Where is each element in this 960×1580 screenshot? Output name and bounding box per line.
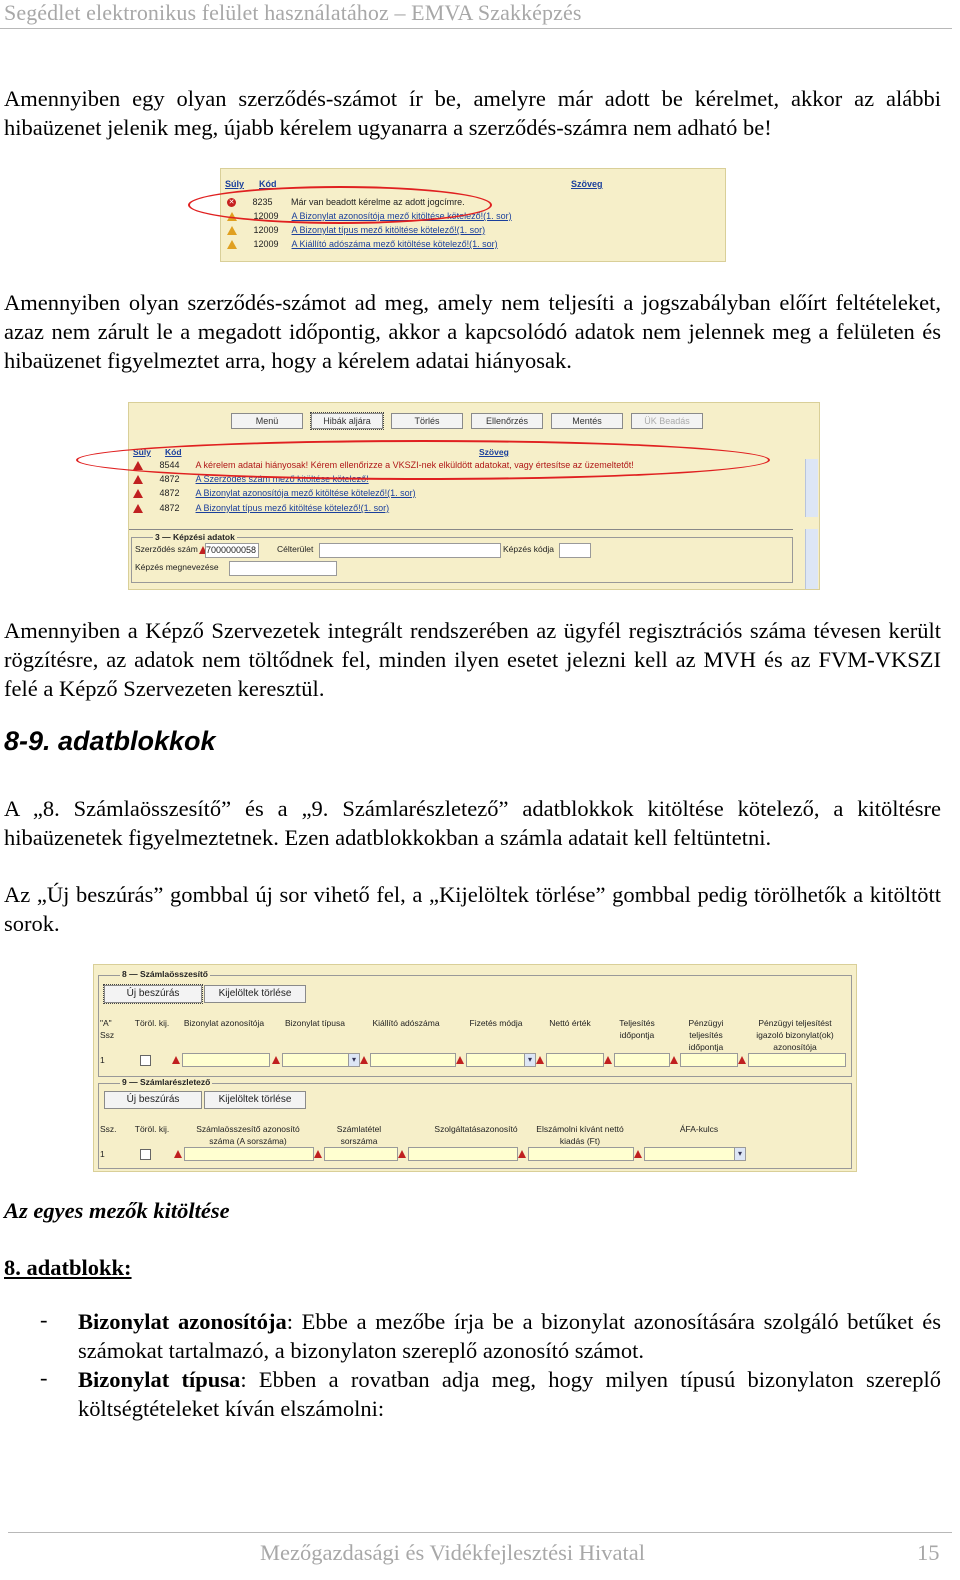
error-code: 4872 bbox=[159, 488, 180, 498]
net-value-input[interactable] bbox=[546, 1053, 604, 1067]
required-marker bbox=[314, 1150, 322, 1158]
required-marker bbox=[536, 1056, 544, 1064]
warning-icon bbox=[133, 504, 143, 513]
delete-button[interactable]: Törlés bbox=[391, 413, 463, 429]
col-suly: Súly bbox=[133, 447, 151, 457]
delete-selected-button[interactable]: Kijelöltek törlése bbox=[204, 1091, 306, 1109]
required-marker bbox=[172, 1056, 180, 1064]
error-text: A kérelem adatai hiányosak! Kérem ellenőrizze a VKSZI-nek elküldött adatokat, vagy értesítse az üzemeltetőt! bbox=[195, 460, 634, 470]
required-marker bbox=[738, 1056, 746, 1064]
col-szoveg: Szöveg bbox=[479, 447, 509, 457]
error-scrollbar[interactable] bbox=[805, 459, 818, 517]
col-header: "A" Ssz bbox=[100, 1018, 115, 1040]
required-marker bbox=[174, 1150, 182, 1158]
col-header: Töröl. kij. bbox=[134, 1018, 170, 1028]
footer-divider bbox=[8, 1532, 952, 1533]
section-heading: 8-9. adatblokkok bbox=[4, 726, 216, 756]
issuer-tax-input[interactable] bbox=[370, 1053, 456, 1067]
required-marker bbox=[670, 1056, 678, 1064]
delete-selected-button[interactable]: Kijelöltek törlése bbox=[204, 985, 306, 1003]
header-divider bbox=[0, 28, 952, 29]
divider bbox=[129, 529, 793, 530]
payment-proof-input[interactable] bbox=[748, 1053, 846, 1067]
required-marker bbox=[518, 1150, 526, 1158]
warning-icon bbox=[227, 240, 237, 249]
check-button[interactable]: Ellenőrzés bbox=[471, 413, 543, 429]
fieldset-legend: 8 — Számlaösszesítő bbox=[122, 969, 208, 979]
payment-method-select[interactable] bbox=[466, 1053, 536, 1067]
page-header: Segédlet elektronikus felület használatához – EMVA Szakképzés bbox=[4, 0, 582, 25]
chevron-down-icon[interactable]: ▾ bbox=[524, 1054, 535, 1066]
error-row bbox=[133, 486, 416, 500]
highlight-ellipse bbox=[188, 186, 492, 224]
bullet-text: : Ebben a rovatban adja meg, hogy milyen típusú bizonylaton szereplő költségtételeket kíván elszámolni: bbox=[78, 1367, 941, 1421]
paragraph-buttons: Az „Új beszúrás” gombbal új sor vihető fel, a „Kijelöltek törlése” gombbal pedig törölhetők a kitöltött sorok. bbox=[4, 882, 941, 936]
required-marker bbox=[604, 1056, 612, 1064]
highlight-ellipse bbox=[76, 440, 770, 480]
chevron-down-icon[interactable]: ▾ bbox=[348, 1054, 359, 1066]
fieldset-legend: 3 — Képzési adatok bbox=[155, 532, 235, 542]
col-szoveg: Szöveg bbox=[571, 179, 603, 189]
col-header: Bizonylat azonosítója bbox=[183, 1018, 265, 1028]
col-header: Számlaösszesítő azonosító száma (A sorszáma) bbox=[196, 1124, 300, 1146]
block-label: 8. adatblokk: bbox=[4, 1255, 132, 1280]
col-header: Pénzügyi teljesítés időpontja bbox=[688, 1018, 724, 1052]
bullet-item bbox=[78, 1307, 941, 1365]
required-marker bbox=[456, 1056, 464, 1064]
error-row bbox=[227, 223, 485, 237]
row-number: 1 bbox=[100, 1055, 105, 1065]
error-code: 12009 bbox=[253, 239, 279, 249]
new-row-button[interactable]: Új beszúrás bbox=[104, 985, 202, 1003]
document-type-select[interactable] bbox=[282, 1053, 360, 1067]
menu-button[interactable]: Menü bbox=[231, 413, 303, 429]
required-marker bbox=[360, 1056, 368, 1064]
error-icon: ✕ bbox=[228, 199, 235, 207]
error-code: 12009 bbox=[253, 211, 279, 221]
error-code: 8544 bbox=[159, 460, 180, 470]
row-number: 1 bbox=[100, 1149, 105, 1159]
col-header: Ssz. bbox=[100, 1124, 117, 1134]
warning-icon bbox=[133, 489, 143, 498]
page-number: 15 bbox=[917, 1540, 940, 1565]
error-link[interactable]: A Bizonylat típus mező kitöltése kötelező!(1. sor) bbox=[195, 503, 390, 513]
bullet-term: Bizonylat típusa bbox=[78, 1367, 241, 1392]
bullet-text: : Ebbe a mezőbe írja be a bizonylat azonosítására szolgáló betűket és számokat tartalmazó, a bizonylaton szereplő azonosító számot. bbox=[78, 1309, 941, 1363]
item-number-input[interactable] bbox=[324, 1147, 398, 1161]
error-link[interactable]: A Bizonylat azonosítója mező kitöltése kötelező!(1. sor) bbox=[195, 488, 416, 498]
col-header: Töröl. kij. bbox=[134, 1124, 170, 1134]
error-row bbox=[133, 501, 389, 515]
summary-id-input[interactable] bbox=[184, 1147, 314, 1161]
paragraph-incomplete-data: Amennyiben olyan szerződés-számot ad meg, amely nem teljesíti a jogszabályban előírt feltételeket, azaz nem zárult le a megadott időpontig, akkor a kapcsolódó adatok nem jelennek meg a felületen és hibaüzenet figyelmeztet arra, hogy a kérelem adatai hiányosak. bbox=[4, 290, 941, 373]
col-header: Fizetés módja bbox=[469, 1018, 523, 1028]
col-header: Pénzügyi teljesítést igazoló bizonylat(ok) azonosítója bbox=[756, 1018, 834, 1052]
error-link[interactable]: A Bizonylat azonosítója mező kitöltése kötelező!(1. sor) bbox=[291, 211, 512, 221]
error-link[interactable]: A Kiállító adószáma mező kitöltése kötelező!(1. sor) bbox=[291, 239, 498, 249]
col-header: ÁFA-kulcs bbox=[679, 1124, 719, 1134]
training-code-input[interactable] bbox=[559, 543, 591, 558]
save-button[interactable]: Mentés bbox=[551, 413, 623, 429]
bullet-dash: - bbox=[40, 1307, 48, 1332]
col-kod: Kód bbox=[259, 179, 277, 189]
col-header: Bizonylat típusa bbox=[284, 1018, 345, 1028]
paragraph-blocks-required: A „8. Számlaösszesítő” és a „9. Számlarészletező” adatblokkok kitöltése kötelező, a kitöltésre hibaüzenetek figyelmeztetnek. Ezen adatblokkokban a számla adatait kell feltüntetni. bbox=[4, 796, 941, 850]
error-code: 8235 bbox=[252, 197, 273, 207]
fieldset-legend: 9 — Számlarészletező bbox=[122, 1077, 211, 1087]
fulfilment-date-input[interactable] bbox=[614, 1053, 670, 1067]
error-code: 4872 bbox=[159, 474, 180, 484]
col-header: Kiállító adószáma bbox=[372, 1018, 440, 1028]
footer-org: Mezőgazdasági és Vidékfejlesztési Hivatal bbox=[260, 1540, 645, 1565]
contract-number-label: Szerződés szám bbox=[135, 544, 198, 554]
error-row bbox=[227, 237, 498, 251]
submit-button[interactable]: ÜK Beadás bbox=[631, 413, 703, 429]
col-header: Teljesítés időpontja bbox=[619, 1018, 655, 1040]
error-code: 4872 bbox=[159, 503, 180, 513]
training-name-label: Képzés megnevezése bbox=[135, 562, 219, 572]
paragraph-duplicate-contract: Amennyiben egy olyan szerződés-számot ír be, amelyre már adott be kérelmet, akkor az alábbi hibaüzenet jelenik meg, újabb kérelem ugyanarra a szerződés-számra nem adható be! bbox=[4, 86, 941, 140]
col-header: Nettó érték bbox=[549, 1018, 591, 1028]
row-checkbox[interactable] bbox=[140, 1149, 151, 1160]
error-list-screenshot-2 bbox=[128, 402, 820, 590]
bullet-term: Bizonylat azonosítója bbox=[78, 1309, 287, 1334]
document-id-input[interactable] bbox=[182, 1053, 270, 1067]
service-id-input[interactable] bbox=[408, 1147, 518, 1161]
training-code-label: Képzés kódja bbox=[503, 544, 555, 554]
required-marker bbox=[272, 1056, 280, 1064]
invoice-blocks-screenshot bbox=[93, 964, 857, 1172]
form-scrollbar[interactable] bbox=[805, 529, 818, 589]
col-suly: Súly bbox=[225, 179, 245, 189]
error-text: Már van beadott kérelme az adott jogcímre. bbox=[291, 197, 465, 207]
col-header: Számlatétel sorszáma bbox=[336, 1124, 382, 1146]
row-checkbox[interactable] bbox=[140, 1055, 151, 1066]
chevron-down-icon[interactable]: ▾ bbox=[734, 1148, 745, 1160]
error-code: 12009 bbox=[253, 225, 279, 235]
col-kod: Kód bbox=[165, 447, 182, 457]
warning-icon bbox=[227, 226, 237, 235]
errors-bottom-button[interactable]: Hibák aljára bbox=[311, 413, 383, 429]
bullet-item bbox=[78, 1365, 941, 1423]
warning-icon bbox=[133, 475, 143, 484]
error-link[interactable]: A Bizonylat típus mező kitöltése kötelező!(1. sor) bbox=[291, 225, 486, 235]
contract-number-input[interactable]: 7000000058 bbox=[205, 543, 259, 558]
sub-heading: Az egyes mezők kitöltése bbox=[4, 1198, 230, 1223]
target-area-input[interactable] bbox=[319, 543, 501, 558]
col-header: Elszámolni kívánt nettó kiadás (Ft) bbox=[536, 1124, 624, 1146]
required-marker bbox=[398, 1150, 406, 1158]
bullet-dash: - bbox=[40, 1365, 48, 1390]
training-name-input[interactable] bbox=[229, 561, 337, 576]
paragraph-registration: Amennyiben a Képző Szervezetek integrált rendszerében az ügyfél regisztrációs száma tévesen került rögzítésre, az adatok nem töltődnek fel, minden ilyen esetet jelezni kell az MVH és az FVM-VKSZI felé a Képző Szervezeten keresztül. bbox=[4, 618, 941, 701]
required-marker bbox=[634, 1150, 642, 1158]
target-area-label: Célterület bbox=[277, 544, 314, 554]
new-row-button[interactable]: Új beszúrás bbox=[104, 1091, 202, 1109]
error-link[interactable]: A Szerződés szám mező kitöltése kötelező! bbox=[195, 474, 369, 484]
col-header: Szolgáltatásazonosító bbox=[434, 1124, 518, 1134]
payment-date-input[interactable] bbox=[680, 1053, 738, 1067]
net-expense-input[interactable] bbox=[528, 1147, 634, 1161]
vat-rate-select[interactable] bbox=[644, 1147, 746, 1161]
